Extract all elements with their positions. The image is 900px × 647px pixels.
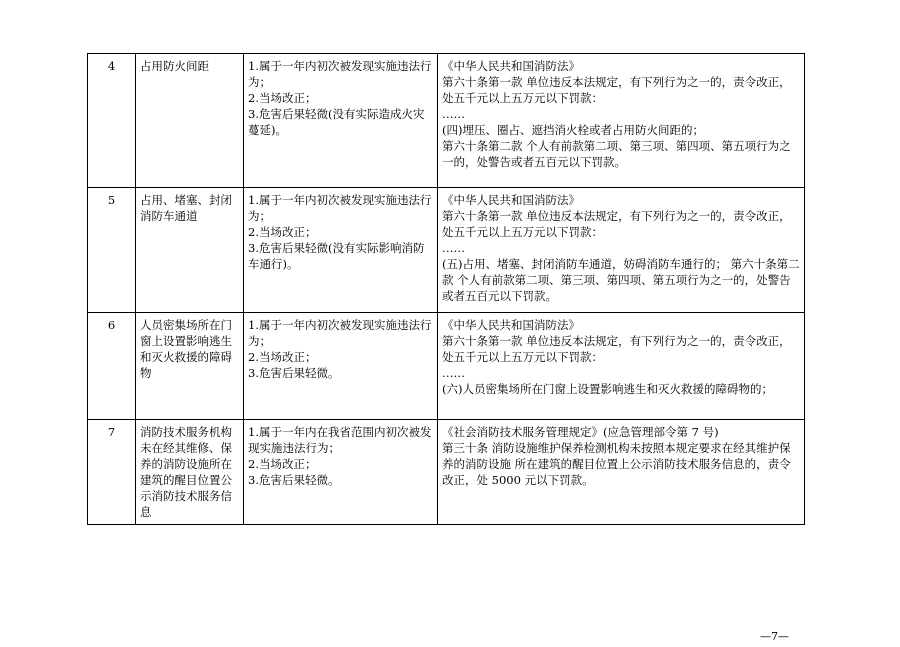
basis-line: 《社会消防技术服务管理规定》(应急管理部令第 7 号) (442, 425, 719, 439)
row-number: 7 (88, 420, 136, 525)
basis-line: 《中华人民共和国消防法》 (442, 59, 580, 73)
basis-line: (四)埋压、圈占、遮挡消火栓或者占用防火间距的； (442, 123, 704, 137)
violation-item: 占用、堵塞、封闭消防车通道 (136, 188, 244, 313)
basis-line: 《中华人民共和国消防法》 (442, 318, 580, 332)
basis-line: …… (442, 241, 465, 255)
condition-line: 3.危害后果轻微。 (248, 366, 340, 380)
table-row (88, 188, 805, 313)
condition-line: 1.属于一年内在我省范围内初次被发现实施违法行为； (248, 425, 432, 455)
violation-item: 消防技术服务机构未在经其维修、保养的消防设施所在建筑的醒目位置公示消防技术服务信息 (136, 420, 244, 525)
violation-item: 占用防火间距 (136, 54, 244, 188)
condition-line: 2.当场改正； (248, 225, 317, 239)
basis-line: 第六十条第一款 单位违反本法规定，有下列行为之一的，责令改正，处五千元以上五万元以下罚款： (442, 334, 791, 364)
exemption-conditions (244, 188, 438, 313)
legal-basis (438, 188, 805, 313)
basis-line: 《中华人民共和国消防法》 (442, 193, 580, 207)
condition-line: 3.危害后果轻微(没有实际造成火灾蔓延)。 (248, 107, 425, 137)
row-number: 4 (88, 54, 136, 188)
table-row (88, 313, 805, 420)
condition-line: 1.属于一年内初次被发现实施违法行为； (248, 193, 432, 223)
legal-basis (438, 54, 805, 188)
violation-item: 人员密集场所在门窗上设置影响逃生和灭火救援的障碍物 (136, 313, 244, 420)
condition-line: 3.危害后果轻微(没有实际影响消防车通行)。 (248, 241, 425, 271)
table-row (88, 54, 805, 188)
condition-line: 2.当场改正； (248, 457, 317, 471)
row-number: 6 (88, 313, 136, 420)
row-number: 5 (88, 188, 136, 313)
basis-line: …… (442, 366, 465, 380)
penalty-exemption-table (87, 53, 805, 525)
condition-line: 1.属于一年内初次被发现实施违法行为； (248, 59, 432, 89)
basis-line: 第六十条第一款 单位违反本法规定，有下列行为之一的，责令改正，处五千元以上五万元以下罚款： (442, 209, 791, 239)
page-number: —7— (760, 630, 789, 643)
basis-line: 第六十条第二款 个人有前款第二项、第三项、第四项、第五项行为之一的，处警告或者五百元以下罚款。 (442, 139, 791, 169)
basis-line: …… (442, 107, 465, 121)
table-row (88, 420, 805, 525)
exemption-conditions (244, 420, 438, 525)
basis-line: (五)占用、堵塞、封闭消防车通道，妨碍消防车通行的； 第六十条第二款 个人有前款第二项、第三项、第四项、第五项行为之一的，处警告或者五百元以下罚款。 (442, 257, 800, 303)
condition-line: 2.当场改正； (248, 91, 317, 105)
legal-basis (438, 420, 805, 525)
condition-line: 3.危害后果轻微。 (248, 473, 340, 487)
exemption-conditions (244, 313, 438, 420)
legal-basis (438, 313, 805, 420)
basis-line: (六)人员密集场所在门窗上设置影响逃生和灭火救援的障碍物的； (442, 382, 773, 396)
basis-line: 第六十条第一款 单位违反本法规定，有下列行为之一的，责令改正，处五千元以上五万元以下罚款： (442, 75, 791, 105)
condition-line: 2.当场改正； (248, 350, 317, 364)
basis-line: 第三十条 消防设施维护保养检测机构未按照本规定要求在经其维护保养的消防设施 所在建筑的醒目位置上公示消防技术服务信息的，责令改正，处 5000 元以下罚款。 (442, 441, 791, 487)
exemption-conditions (244, 54, 438, 188)
condition-line: 1.属于一年内初次被发现实施违法行为； (248, 318, 432, 348)
